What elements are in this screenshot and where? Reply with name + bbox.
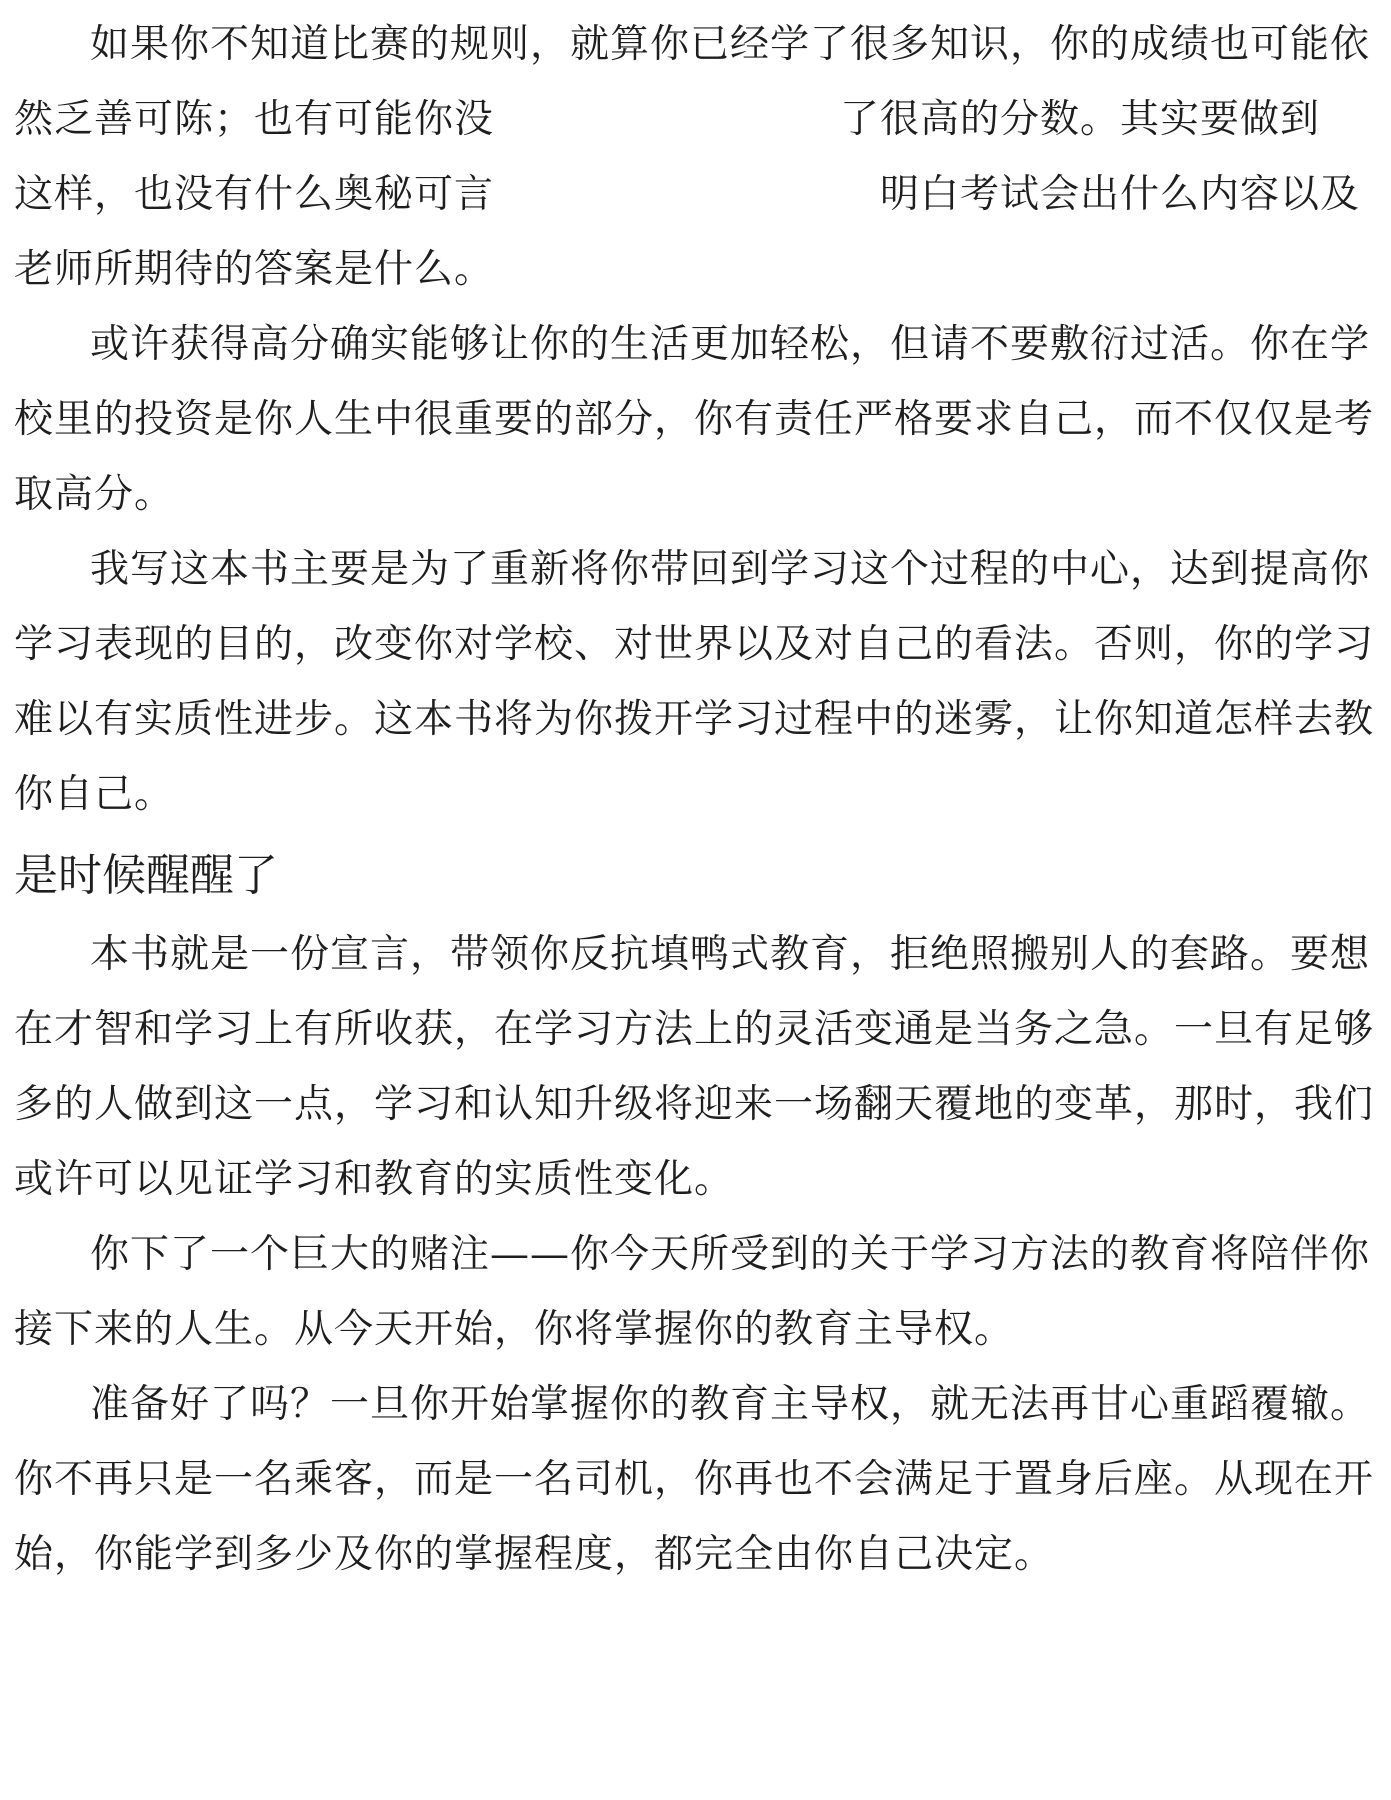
paragraph-3-line-3: 难以有实质性进步。这本书将为你拨开学习过程中的迷雾，让你知道怎样去教 [14, 697, 1375, 742]
section-heading: 是时候醒醒了 [14, 850, 278, 901]
paragraph-1-line-2-right: 了很高的分数。其实要做到 [840, 97, 1321, 142]
paragraph-1-line-3-left: 这样，也没有什么奥秘可言 [14, 172, 495, 217]
paragraph-1-line-1: 如果你不知道比赛的规则，就算你已经学了很多知识，你的成绩也可能依 [90, 22, 1371, 67]
paragraph-6-line-3: 始，你能学到多少及你的掌握程度，都完全由你自己决定。 [14, 1532, 1055, 1577]
paragraph-3-line-1: 我写这本书主要是为了重新将你带回到学习这个过程的中心，达到提高你 [90, 547, 1371, 592]
paragraph-5-line-2: 接下来的人生。从今天开始，你将掌握你的教育主导权。 [14, 1307, 1015, 1352]
paragraph-1-line-3-right: 明白考试会出什么内容以及 [880, 172, 1361, 217]
paragraph-2-line-3: 取高分。 [14, 472, 175, 517]
paragraph-1-line-2-left: 然乏善可陈；也有可能你没 [14, 97, 495, 142]
paragraph-4-line-3: 多的人做到这一点，学习和认知升级将迎来一场翻天覆地的变革，那时，我们 [14, 1082, 1375, 1127]
paragraph-2-line-1: 或许获得高分确实能够让你的生活更加轻松，但请不要敷衍过活。你在学 [90, 322, 1371, 367]
paragraph-3-line-4: 你自己。 [14, 772, 175, 817]
paragraph-4-line-1: 本书就是一份宣言，带领你反抗填鸭式教育，拒绝照搬别人的套路。要想 [90, 932, 1371, 977]
paragraph-6-line-2: 你不再只是一名乘客，而是一名司机，你再也不会满足于置身后座。从现在开 [14, 1457, 1375, 1502]
paragraph-5-line-1: 你下了一个巨大的赌注——你今天所受到的关于学习方法的教育将陪伴你 [90, 1232, 1371, 1277]
paragraph-3-line-2: 学习表现的目的，改变你对学校、对世界以及对自己的看法。否则，你的学习 [14, 622, 1375, 667]
paragraph-2-line-2: 校里的投资是你人生中很重要的部分，你有责任严格要求自己，而不仅仅是考 [14, 397, 1375, 442]
paragraph-4-line-2: 在才智和学习上有所收获，在学习方法上的灵活变通是当务之急。一旦有足够 [14, 1007, 1375, 1052]
paragraph-1-line-4: 老师所期待的答案是什么。 [14, 247, 495, 292]
paragraph-6-line-1: 准备好了吗？一旦你开始掌握你的教育主导权，就无法再甘心重蹈覆辙。 [90, 1382, 1371, 1427]
paragraph-4-line-4: 或许可以见证学习和教育的实质性变化。 [14, 1157, 735, 1202]
